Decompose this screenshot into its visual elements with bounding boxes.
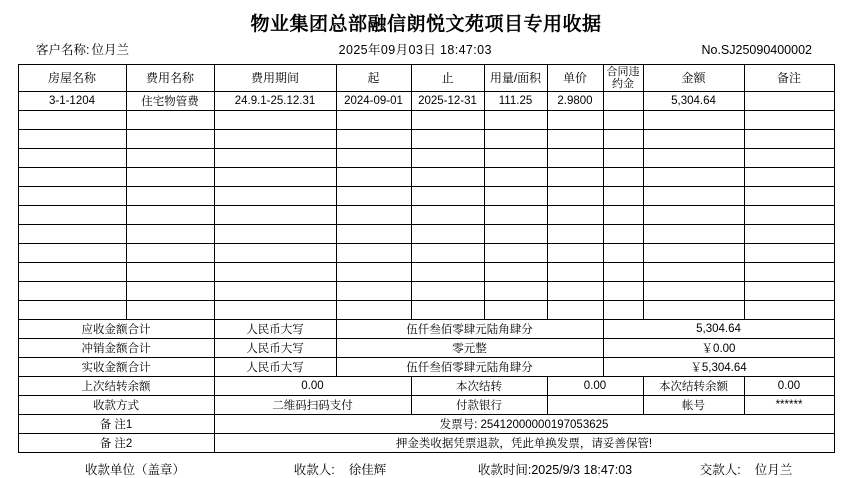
- cell-blank: [547, 301, 603, 320]
- note2-label: 备 注2: [18, 434, 214, 453]
- cell-blank: [214, 301, 336, 320]
- cell-blank: [411, 244, 484, 263]
- summary-capital-value-received: 伍仟叁佰零肆元陆角肆分: [336, 358, 603, 377]
- cell-blank: [214, 225, 336, 244]
- cell-blank: [744, 301, 834, 320]
- cell-blank: [411, 149, 484, 168]
- receipt-footer: [0, 453, 852, 478]
- cell-blank: [603, 206, 643, 225]
- cell-blank: [547, 168, 603, 187]
- cell-blank: [643, 244, 744, 263]
- cell-blank: [603, 111, 643, 130]
- cell-house-name: 3-1-1204: [18, 92, 126, 111]
- carry-row: [18, 377, 834, 396]
- cell-blank: [744, 225, 834, 244]
- table-row-blank: [18, 301, 834, 320]
- cell-blank: [603, 225, 643, 244]
- cell-blank: [603, 282, 643, 301]
- cell-blank: [214, 149, 336, 168]
- note1-row: [18, 415, 834, 434]
- cell-remark: [744, 92, 834, 111]
- cell-blank: [126, 282, 214, 301]
- carry-current-label: 本次结转: [411, 377, 547, 396]
- cell-blank: [484, 187, 547, 206]
- cell-blank: [547, 111, 603, 130]
- cell-blank: [126, 111, 214, 130]
- cell-blank: [336, 263, 411, 282]
- cell-blank: [411, 282, 484, 301]
- carry-prev-label: 上次结转余额: [18, 377, 214, 396]
- cell-blank: [547, 187, 603, 206]
- table-row-blank: [18, 130, 834, 149]
- summary-capital-label-writeoff: 人民币大写: [214, 339, 336, 358]
- cell-blank: [744, 187, 834, 206]
- footer-deliver: [670, 460, 822, 478]
- cell-blank: [744, 168, 834, 187]
- cell-blank: [336, 244, 411, 263]
- table-row-blank: [18, 244, 834, 263]
- cell-blank: [547, 225, 603, 244]
- cell-blank: [744, 263, 834, 282]
- cell-blank: [18, 149, 126, 168]
- cell-blank: [484, 206, 547, 225]
- cell-blank: [18, 187, 126, 206]
- summary-capital-label-receivable: 人民币大写: [214, 320, 336, 339]
- summary-capital-label-received: 人民币大写: [214, 358, 336, 377]
- table-body: [18, 92, 834, 453]
- cell-blank: [126, 225, 214, 244]
- cell-blank: [214, 263, 336, 282]
- cell-blank: [336, 130, 411, 149]
- header-house-name: 房屋名称: [18, 65, 126, 92]
- summary-amount-receivable: 5,304.64: [603, 320, 834, 339]
- table-row-blank: [18, 111, 834, 130]
- cell-blank: [484, 263, 547, 282]
- payment-account-label: 帐号: [643, 396, 744, 415]
- summary-row-receivable: [18, 320, 834, 339]
- payment-bank-label: 付款银行: [411, 396, 547, 415]
- cell-blank: [126, 130, 214, 149]
- footer-payee-label: 收款人:: [293, 463, 335, 477]
- table-header-row: [18, 65, 834, 92]
- cell-blank: [126, 149, 214, 168]
- cell-blank: [643, 168, 744, 187]
- header-start: 起: [336, 65, 411, 92]
- header-amount: 金额: [643, 65, 744, 92]
- cell-blank: [18, 301, 126, 320]
- footer-deliver-label: 交款人:: [699, 463, 741, 477]
- table-row: [18, 92, 834, 111]
- cell-penalty: [603, 92, 643, 111]
- cell-blank: [643, 225, 744, 244]
- cell-blank: [744, 111, 834, 130]
- summary-amount-received: ￥5,304.64: [603, 358, 834, 377]
- cell-blank: [18, 263, 126, 282]
- table-row-blank: [18, 282, 834, 301]
- cell-blank: [18, 225, 126, 244]
- cell-blank: [18, 206, 126, 225]
- cell-fee-name: 住宅物管费: [126, 92, 214, 111]
- cell-blank: [484, 244, 547, 263]
- header-end: 止: [411, 65, 484, 92]
- cell-blank: [547, 149, 603, 168]
- cell-blank: [643, 130, 744, 149]
- cell-blank: [643, 263, 744, 282]
- cell-blank: [126, 244, 214, 263]
- footer-time-label: 收款时间:: [477, 463, 532, 477]
- cell-blank: [643, 301, 744, 320]
- cell-blank: [411, 263, 484, 282]
- payment-method-value: 二维码扫码支付: [214, 396, 411, 415]
- cell-blank: [411, 168, 484, 187]
- cell-blank: [126, 301, 214, 320]
- cell-blank: [643, 282, 744, 301]
- cell-blank: [744, 206, 834, 225]
- cell-blank: [411, 130, 484, 149]
- cell-blank: [126, 187, 214, 206]
- cell-blank: [547, 282, 603, 301]
- cell-period: 24.9.1-25.12.31: [214, 92, 336, 111]
- cell-blank: [484, 301, 547, 320]
- cell-blank: [643, 206, 744, 225]
- summary-label-writeoff: 冲销金额合计: [18, 339, 214, 358]
- payment-method-label: 收款方式: [18, 396, 214, 415]
- cell-blank: [744, 282, 834, 301]
- cell-blank: [484, 168, 547, 187]
- cell-blank: [643, 149, 744, 168]
- header-quantity: 用量/面积: [484, 65, 547, 92]
- cell-quantity: 111.25: [484, 92, 547, 111]
- cell-blank: [336, 206, 411, 225]
- cell-blank: [547, 206, 603, 225]
- customer-name-label: 客户名称:: [36, 43, 90, 57]
- cell-amount: 5,304.64: [643, 92, 744, 111]
- receipt-meta: [0, 40, 852, 58]
- receipt-document: [0, 9, 852, 477]
- cell-price: 2.9800: [547, 92, 603, 111]
- cell-blank: [603, 301, 643, 320]
- cell-blank: [484, 149, 547, 168]
- cell-blank: [603, 263, 643, 282]
- cell-blank: [484, 130, 547, 149]
- cell-blank: [214, 206, 336, 225]
- carry-next-label: 本次结转余额: [643, 377, 744, 396]
- cell-blank: [336, 301, 411, 320]
- payment-row: [18, 396, 834, 415]
- customer-name: [36, 40, 129, 58]
- note1-value: 发票号: 25412000000197053625: [214, 415, 834, 434]
- receipt-table: [18, 64, 835, 453]
- page-title: 物业集团总部融信朗悦文苑项目专用收据: [250, 14, 602, 35]
- note2-row: [18, 434, 834, 453]
- cell-blank: [336, 168, 411, 187]
- summary-row-writeoff: [18, 339, 834, 358]
- cell-blank: [484, 111, 547, 130]
- header-penalty: 合同违 约金: [603, 65, 643, 92]
- cell-blank: [744, 149, 834, 168]
- cell-start: 2024-09-01: [336, 92, 411, 111]
- carry-current-value: 0.00: [547, 377, 643, 396]
- cell-end: 2025-12-31: [411, 92, 484, 111]
- footer-time-value: 2025/9/3 18:47:03: [531, 463, 633, 477]
- summary-capital-value-writeoff: 零元整: [336, 339, 603, 358]
- table-row-blank: [18, 206, 834, 225]
- receipt-datetime: 2025年09月03日 18:47:03: [338, 43, 492, 57]
- header-remark: 备注: [744, 65, 834, 92]
- summary-row-received: [18, 358, 834, 377]
- cell-blank: [411, 111, 484, 130]
- cell-blank: [336, 149, 411, 168]
- cell-blank: [18, 282, 126, 301]
- cell-blank: [214, 168, 336, 187]
- carry-next-value: 0.00: [744, 377, 834, 396]
- cell-blank: [643, 187, 744, 206]
- carry-prev-value: 0.00: [214, 377, 411, 396]
- cell-blank: [744, 244, 834, 263]
- table-row-blank: [18, 149, 834, 168]
- cell-blank: [336, 282, 411, 301]
- cell-blank: [18, 111, 126, 130]
- summary-label-receivable: 应收金额合计: [18, 320, 214, 339]
- payment-account-value: ******: [744, 396, 834, 415]
- cell-blank: [547, 244, 603, 263]
- summary-capital-value-receivable: 伍仟叁佰零肆元陆角肆分: [336, 320, 603, 339]
- footer-time: [440, 460, 670, 478]
- cell-blank: [18, 244, 126, 263]
- note1-label: 备 注1: [18, 415, 214, 434]
- cell-blank: [411, 225, 484, 244]
- cell-blank: [411, 187, 484, 206]
- cell-blank: [214, 282, 336, 301]
- cell-blank: [18, 130, 126, 149]
- cell-blank: [126, 263, 214, 282]
- cell-blank: [126, 206, 214, 225]
- customer-name-value: 位月兰: [91, 43, 129, 57]
- cell-blank: [643, 111, 744, 130]
- cell-blank: [484, 225, 547, 244]
- cell-blank: [603, 130, 643, 149]
- table-row-blank: [18, 168, 834, 187]
- table-row-blank: [18, 187, 834, 206]
- cell-blank: [744, 130, 834, 149]
- header-period: 费用期间: [214, 65, 336, 92]
- cell-blank: [603, 244, 643, 263]
- cell-blank: [411, 301, 484, 320]
- summary-amount-writeoff: ￥0.00: [603, 339, 834, 358]
- cell-blank: [214, 130, 336, 149]
- summary-label-received: 实收金额合计: [18, 358, 214, 377]
- cell-blank: [603, 149, 643, 168]
- cell-blank: [547, 130, 603, 149]
- cell-blank: [411, 206, 484, 225]
- payment-bank-value: [547, 396, 643, 415]
- cell-blank: [603, 187, 643, 206]
- cell-blank: [126, 168, 214, 187]
- header-fee-name: 费用名称: [126, 65, 214, 92]
- footer-unit-label: 收款单位（盖章）: [84, 463, 185, 477]
- cell-blank: [336, 111, 411, 130]
- footer-payee: [240, 460, 440, 478]
- cell-blank: [214, 244, 336, 263]
- note2-value: 押金类收据凭票退款，凭此单换发票，请妥善保管!: [214, 434, 834, 453]
- header-price: 单价: [547, 65, 603, 92]
- cell-blank: [603, 168, 643, 187]
- cell-blank: [484, 282, 547, 301]
- receipt-number: No.SJ25090400002: [701, 43, 812, 57]
- cell-blank: [336, 187, 411, 206]
- cell-blank: [18, 168, 126, 187]
- cell-blank: [214, 111, 336, 130]
- cell-blank: [547, 263, 603, 282]
- cell-blank: [214, 187, 336, 206]
- footer-deliver-value: 位月兰: [754, 463, 793, 477]
- table-row-blank: [18, 225, 834, 244]
- cell-blank: [336, 225, 411, 244]
- footer-payee-value: 徐佳辉: [348, 463, 387, 477]
- table-row-blank: [18, 263, 834, 282]
